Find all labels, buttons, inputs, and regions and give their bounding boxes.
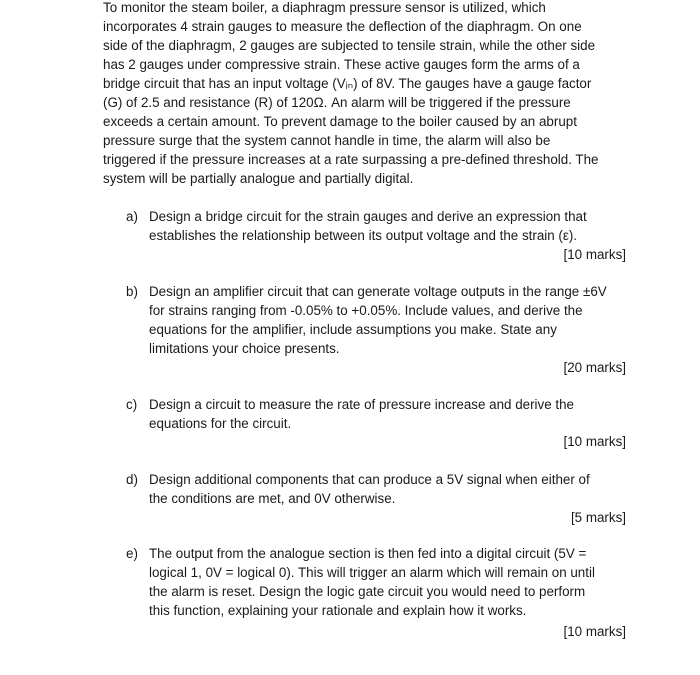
question-marks: [10 marks] [563,434,626,449]
intro-line: (G) of 2.5 and resistance (R) of 120Ω. An alarm will be triggered if the pressure [103,95,571,110]
question-text [149,282,649,358]
question-line: for strains ranging from -0.05% to +0.05%. Include values, and derive the [149,303,583,318]
question-marks: [10 marks] [563,247,626,262]
question-text [149,395,649,433]
question-line: Design additional components that can produce a 5V signal when either of [149,472,590,487]
question-letter: a) [126,209,138,224]
question-line: this function, explaining your rationale and explain how it works. [149,603,527,618]
question-line: equations for the amplifier, include assumptions you make. State any [149,322,557,337]
intro-line: exceeds a certain amount. To prevent damage to the boiler caused by an abrupt [103,114,577,129]
intro-line: triggered if the pressure increases at a rate surpassing a pre-defined threshold. The [103,152,599,167]
question-line: The output from the analogue section is then fed into a digital circuit (5V = [149,546,587,561]
intro-line: system will be partially analogue and partially digital. [103,171,414,186]
question-letter: b) [126,284,138,299]
intro-line: To monitor the steam boiler, a diaphragm pressure sensor is utilized, which [103,0,546,15]
question-line: Design a circuit to measure the rate of pressure increase and derive the [149,397,575,412]
question-marks: [5 marks] [570,510,626,525]
intro-line: bridge circuit that has an input voltage (Vᵢₙ) of 8V. The gauges have a gauge factor [103,76,592,91]
intro-line: side of the diaphragm, 2 gauges are subjected to tensile strain, while the other side [103,38,596,53]
question-line: equations for the circuit. [149,416,292,431]
question-line: logical 1, 0V = logical 0). This will trigger an alarm which will remain on until [149,565,595,580]
question-line: limitations your choice presents. [149,341,340,356]
question-text [149,544,649,620]
question-line: establishes the relationship between its output voltage and the strain (ε). [149,228,578,243]
question-line: Design an amplifier circuit that can generate voltage outputs in the range ±6V [149,284,607,299]
intro-line: incorporates 4 strain gauges to measure the deflection of the diaphragm. On one [103,19,582,34]
question-letter: c) [126,397,138,412]
question-line: the conditions are met, and 0V otherwise. [149,491,396,506]
question-line: the alarm is reset. Design the logic gate circuit you would need to perform [149,584,586,599]
intro-line: pressure surge that the system cannot handle in time, the alarm will also be [103,133,551,148]
question-letter: d) [126,472,138,487]
intro-line: has 2 gauges under compressive strain. These active gauges form the arms of a [103,57,580,72]
question-marks: [20 marks] [563,360,626,375]
question-marks: [10 marks] [563,624,626,639]
question-line: Design a bridge circuit for the strain gauges and derive an expression that [149,209,587,224]
intro-paragraph [103,0,648,188]
question-text [149,207,649,245]
question-letter: e) [126,546,138,561]
question-text [149,470,649,508]
